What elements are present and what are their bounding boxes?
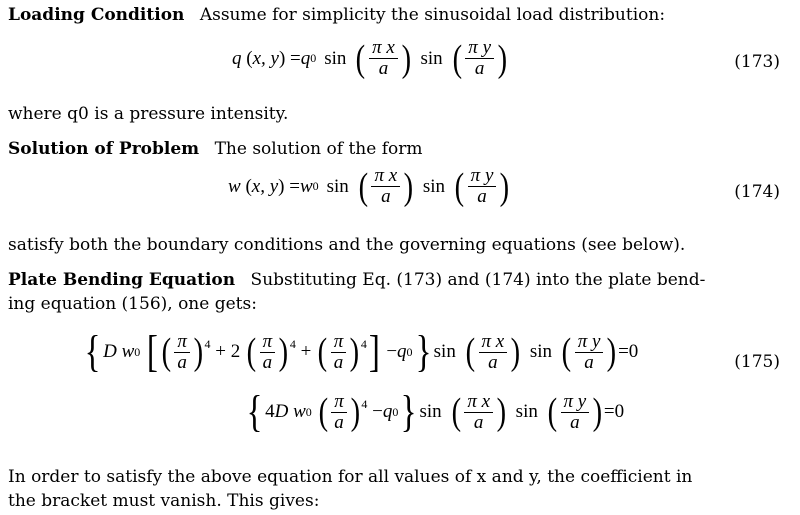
equation-number-174: (174) — [734, 182, 780, 202]
bending-heading: Plate Bending Equation — [8, 270, 236, 290]
bending-paragraph-line1 — [8, 269, 705, 291]
equation-number-173: (173) — [734, 52, 780, 72]
bending-text-line2: ing equation (156), one gets: — [8, 294, 257, 314]
loading-condition-paragraph — [8, 4, 665, 26]
equation-174: w ( x, y ) = w 0 sin ( $\frac{\text{π x}}{a}$ ) sin ( $\frac{\text{π y}}{a}$ ) — [228, 165, 510, 208]
solution-after-text: satisfy both the boundary conditions and the governing equations (see below). — [8, 235, 686, 255]
solution-paragraph — [8, 138, 422, 160]
solution-heading: Solution of Problem — [8, 139, 200, 159]
bending-after-line2: the bracket must vanish. This gives: — [8, 491, 320, 511]
loading-condition-after-text: where q0 is a pressure intensity. — [8, 104, 289, 124]
equation-175-line2: { 4 D w 0 ( $\frac{\pi}{a}$ ) 4 − q 0 } sin ( $\frac{\text{π x}}{a}$ ) sin ( $\frac{\text{π y}}{a}$ ) =0 — [246, 387, 625, 436]
loading-condition-heading: Loading Condition — [8, 5, 185, 25]
bending-after-line1: In order to satisfy the above equation for all values of x and y, the coefficient in — [8, 467, 693, 487]
equation-175-line1: { D w 0 [ ( $\frac{\pi}{a}$ ) 4 + 2 ( $\frac{\pi}{a}$ ) 4 + ( $\frac{\pi}{a}$ ) 4 ] − q 0 } sin ( $\frac{\text{π x}}{a}$ ) sin ( $\frac{\text{π y}}{a}$ ) =0 — [84, 327, 639, 376]
loading-condition-text: Assume for simplicity the sinusoidal load distribution: — [199, 5, 666, 25]
equation-173: q ( x, y ) = q 0 sin ( $\frac{\text{π x}}{a}$ ) sin ( $\frac{\text{π y}}{a}$ ) — [232, 37, 508, 80]
solution-text: The solution of the form — [214, 139, 423, 159]
equation-number-175: (175) — [734, 352, 780, 372]
bending-text-line1: Substituting Eq. (173) and (174) into the plate bend- — [250, 270, 706, 290]
